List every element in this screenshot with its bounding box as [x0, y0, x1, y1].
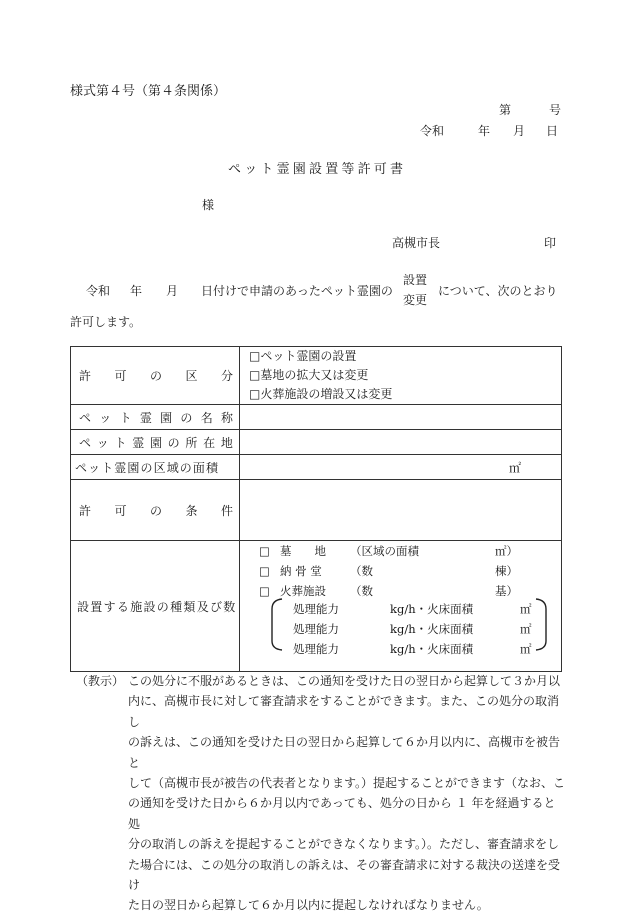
- facility-ossuary-unit: 棟）: [495, 564, 518, 578]
- option-pet-cemetery[interactable]: □ペット霊園の設置: [249, 349, 357, 363]
- capacity-area-unit: ㎡: [520, 642, 532, 656]
- category-label-text: [71, 367, 239, 384]
- facilities-label-text: 設置する施設の種類及び数: [77, 599, 237, 614]
- capacity-label: 処理能力: [293, 602, 339, 616]
- date-day: 日: [546, 124, 559, 138]
- date-era: 令和: [420, 124, 445, 138]
- note-line: この処分に不服があるときは、この通知を受けた日の翌日から起算して３か月以: [128, 674, 561, 688]
- facility-cemetery-unit: ㎡）: [495, 544, 518, 558]
- label-char: 在: [203, 435, 216, 450]
- instruction-note: [76, 671, 566, 916]
- body-month: 月: [166, 284, 179, 298]
- label-char: の: [180, 410, 193, 425]
- note-line: 分の取消しの訴えを提起することができなくなります。）。ただし、審査請求をし: [128, 837, 560, 852]
- table-row-facilities: [71, 541, 562, 672]
- choice-change: 変更: [403, 293, 428, 307]
- facility-cemetery-area: （区域の面積: [350, 544, 419, 558]
- issuer-name: 高槻市長: [392, 236, 441, 250]
- note-line: の通知を受けた日から６か月以内であっても、処分の日から １ 年を経過すると処: [128, 796, 556, 831]
- conditions-value[interactable]: [240, 480, 562, 541]
- label-char: 条: [185, 503, 198, 518]
- label-char: 許: [79, 369, 92, 383]
- label-char: 件: [220, 503, 233, 518]
- area-label: [71, 455, 240, 480]
- label-char: 園: [160, 410, 173, 425]
- document-title: ペット霊園設置等許可書: [228, 162, 407, 177]
- capacity-area-unit: ㎡: [520, 622, 532, 636]
- facilities-content: [240, 541, 561, 671]
- capacity-label: 処理能力: [293, 642, 339, 656]
- label-char: 分: [220, 369, 233, 383]
- addressee-suffix: 様: [202, 198, 215, 212]
- label-char: 称: [220, 410, 233, 425]
- label-char: 所: [185, 435, 198, 450]
- label-char: ッ: [99, 410, 112, 425]
- label-char: ト: [114, 435, 127, 450]
- body-text-3: 許可します。: [70, 315, 142, 329]
- category-label: [71, 347, 240, 405]
- area-unit: ㎡: [508, 460, 521, 475]
- note-line: た場合には、この処分の取消しの訴えは、その審査請求に対する裁決の送達を受け: [128, 857, 561, 893]
- note-first-line: [76, 671, 566, 691]
- label-char: ペ: [79, 410, 92, 425]
- facility-crematorium-count: （数: [350, 584, 373, 598]
- capacity-unit: kg/h・火床面積: [390, 622, 474, 636]
- seal-mark: 印: [544, 236, 557, 250]
- table-row-location: [71, 430, 562, 455]
- label-char: 園: [149, 435, 162, 450]
- label-char: の: [149, 369, 162, 383]
- label-char: 地: [220, 435, 233, 450]
- name-label: [71, 405, 240, 430]
- name-label-text: [71, 409, 239, 426]
- location-value[interactable]: [240, 430, 562, 455]
- form-number-label: 様式第４号（第４条関係）: [70, 84, 227, 99]
- label-char: 霊: [139, 410, 152, 425]
- label-char: の: [167, 435, 180, 450]
- checkbox-ossuary[interactable]: □: [259, 564, 270, 578]
- label-char: ッ: [96, 435, 109, 450]
- option-crematorium-add[interactable]: □火葬施設の増設又は変更: [249, 387, 393, 401]
- table-row-name: [71, 405, 562, 430]
- facilities-label: [71, 541, 240, 672]
- capacity-area-unit: ㎡: [520, 602, 532, 616]
- facilities-value: [240, 541, 562, 672]
- location-label: [71, 430, 240, 455]
- label-char: 霊: [132, 435, 145, 450]
- number-go: 号: [549, 103, 562, 117]
- name-value[interactable]: [240, 405, 562, 430]
- area-label-text: ペット霊園の区域の面積: [75, 460, 220, 475]
- note-line: の訴えは、この通知を受けた日の翌日から起算して６か月以内に、高槻市を被告と: [128, 735, 561, 770]
- conditions-label-text: [71, 502, 239, 519]
- option-cemetery-expand[interactable]: □墓地の拡大又は変更: [249, 368, 369, 382]
- body-text-1: 日付けで申請のあったペット霊園の: [201, 284, 393, 298]
- checkbox-cemetery[interactable]: □: [259, 544, 270, 558]
- facility-crematorium-unit: 基）: [495, 584, 518, 598]
- note-line: して（高槻市長が被告の代表者となります。）提起することができます（なお、こ: [128, 776, 566, 791]
- facility-cemetery: 墓 地: [280, 544, 326, 558]
- label-char: 可: [114, 503, 127, 518]
- capacity-label: 処理能力: [293, 622, 339, 636]
- label-char: ト: [119, 410, 132, 425]
- facility-ossuary-count: （数: [350, 564, 373, 578]
- note-line: た日の翌日から起算して６か月以内に提起しなければなりません。: [128, 898, 489, 913]
- date-year: 年: [478, 124, 491, 138]
- label-char: 許: [79, 503, 92, 518]
- number-dai: 第: [499, 103, 512, 117]
- note-tag: （教示）: [76, 674, 125, 688]
- choice-setting: 設置: [403, 273, 428, 287]
- label-char: ペ: [79, 435, 92, 450]
- checkbox-crematorium[interactable]: □: [259, 584, 270, 598]
- facility-ossuary: 納 骨 堂: [280, 564, 322, 578]
- facility-crematorium: 火葬施設: [280, 584, 326, 598]
- location-label-text: [71, 434, 239, 451]
- category-options: [240, 347, 562, 405]
- body-text-2: について、次のとおり: [438, 284, 558, 298]
- capacity-unit: kg/h・火床面積: [390, 642, 474, 656]
- permit-table: [70, 346, 562, 672]
- note-line: 内に、高槻市長に対して審査請求をすることができます。また、この処分の取消し: [128, 694, 560, 729]
- label-char: 区: [185, 369, 198, 383]
- label-char: 可: [114, 369, 127, 383]
- capacity-unit: kg/h・火床面積: [390, 602, 474, 616]
- conditions-label: [71, 480, 240, 541]
- table-row-category: [71, 347, 562, 405]
- date-month: 月: [513, 124, 526, 138]
- body-year: 年: [130, 284, 143, 298]
- area-value[interactable]: [240, 455, 562, 480]
- body-era: 令和: [86, 284, 111, 298]
- label-char: 名: [200, 410, 213, 425]
- table-row-conditions: [71, 480, 562, 541]
- label-char: の: [149, 503, 162, 518]
- table-row-area: [71, 455, 562, 480]
